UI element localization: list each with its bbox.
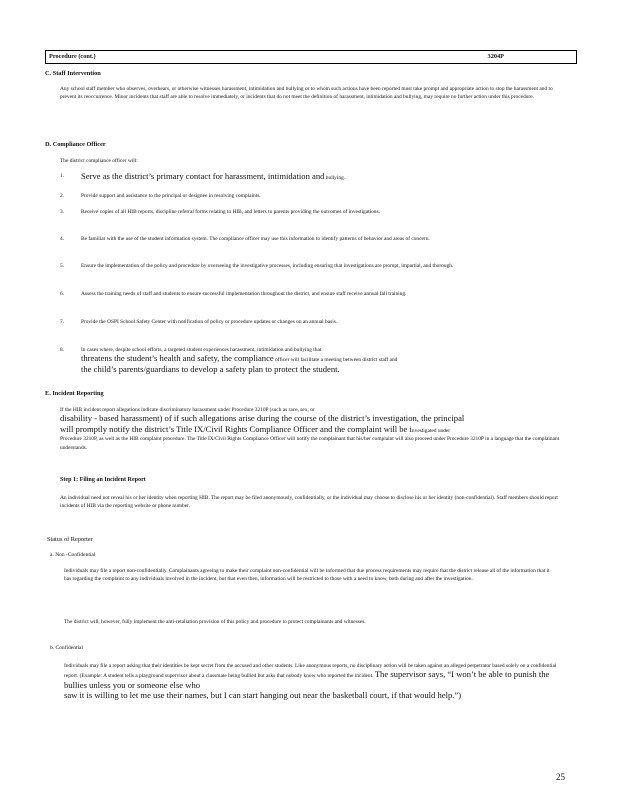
confidential-text: Individuals may file a report asking that their identities be kept secret from the accused and other students. Like anonymous reports, no disciplinary action will be taken against an alleged perpetrator based solely on a confidential report. (Example: A student tells a playground supervisor about a classmate being bullied but asks that nobody know who reported the incident. The supervisor says, “I won’t be able to punish the bullies unless you or someone else who saw it is willing to let me use their names, but I can start hanging out near the basketball court, if that would help.”) <box>64 663 557 700</box>
section-e-paragraph: If the HIB incident report allegations indicate discriminatory harassment under Procedure 3210P (such as race, sex, or disability - based harassment) of if such allegations arise during the course of the district’s investigation, the principal will promptly notify the district’s Title IX/Civil Rights Compliance Officer and the complaint will be investigated under Procedure 3210P, as well as the HIB complaint procedure. The Title IX/Civil Rights Compliance Officer will notify the complainant that his/her complaint will also proceed under Procedure 3210P in a language that the complainant understands. <box>60 407 560 451</box>
confidential-heading: b. Confidential <box>50 645 83 651</box>
procedure-label: Procedure (cont.) <box>49 53 96 60</box>
status-of-reporter-heading: Status of Reporter <box>47 536 93 543</box>
non-confidential-text: Individuals may file a report non-confidentially. Complainants agreeing to make their complaint non-confidential will be informed that due process requirements may require that the district release all of the information that it has regarding the complaint to any individuals involved in the incident, but that even then, information will be restricted to those with a need to know, both during and after the investigation. <box>64 568 550 583</box>
non-confidential-heading: a. Non -Confidential <box>50 552 96 558</box>
non-confidential-text-2: The district will, however, fully implement the anti-retaliation provision of this policy and procedure to protect complainants and witnesses. <box>64 619 366 625</box>
page-number: 25 <box>556 772 565 782</box>
procedure-header <box>45 50 577 64</box>
document-page: Procedure (cont.) 3204P C. Staff Intervention Any school staff member who observes, overhears, or otherwise witnesses harassment, intimidation and bullying or to whom such actions have been reported must take prompt and appropriate action to stop the harassment and to prevent its reoccurrence. Minor incidents that staff are able to resolve immediately, or incidents that do not meet the definition of harassment, intimidation and bullying, may require no further action under this procedure. D. Compliance Officer The district compliance officer will: 1. Serve as the district’s primary contact for harassment, intimidation and bullying. 2. Provide support and assistance to the principal or designee in resolving complaints. 3. Receive copies of all HIB reports, discipline referral forms relating to HIB, and letters to parents providing the outcomes of investigations. 4. Be familiar with the use of the student information system. The compliance officer may use this information to identify patterns of behavior and areas of concern. 5. Ensure the implementation of the policy and procedure by overseeing the investigative processes, including ensuring that investigations are prompt, impartial, and thorough. 6. Assess the training needs of staff and students to ensure successful implementation throughout the district, and ensure staff receive annual fall training. 7. Provide the OSPI School Safety Center with notification of policy or procedure updates or changes on an annual basis. 8. In cases where, despite school efforts, a targeted student experiences harassment, intimidation and bullying that threatens the student’s health and safety, the compliance officer will facilitate a meeting between district staff and the child’s parents/guardians to develop a safety plan to protect the student. E. Incident Reporting If the HIB incident report allegations indicate discriminatory harassment under Procedure 3210P (such as race, sex, or disability - based harassment) of if such allegations arise during the course of the district’s investigation, the principal will promptly notify the district’s Title IX/Civil Rights Compliance Officer and the complaint will be investigated under Procedure 3210P, as well as the HIB complaint procedure. The Title IX/Civil Rights Compliance Officer will notify the complainant that his/her complaint will also proceed under Procedure 3210P in a language that the complainant understands. Step 1: Filing an Incident Report An individual need not reveal his or her identity when reporting HIB. The report may be filed anonymously, confidentially, or the individual may choose to disclose his or her identity (non-confidential). Staff members should report incidents of HIB via the reporting website or phone number. Status of Reporter a. Non -Confidential Individuals may file a report non-confidentially. Complainants agreeing to make their complaint non-confidential will be informed that due process requirements may require that the district release all of the information that it has regarding the complaint to any individuals involved in the incident, but that even then, information will be restricted to those with a need to know, both during and after the investigation. The district will, however, fully implement the anti-retaliation provision of this policy and procedure to protect complainants and witnesses. b. Confidential Individuals may file a report asking that their identities be kept secret from the accused and other students. Like anonymous reports, no disciplinary action will be taken against an alleged perpetrator based solely on a confidential report. (Example: A student tells a playground supervisor about a classmate being bullied but asks that nobody know who reported the incident. The supervisor says, “I won’t be able to punish the bullies unless you or someone else who saw it is willing to let me use their names, but I can start hanging out near the basketball court, if that would help.”) 25 <box>0 0 618 800</box>
section-d-intro: The district compliance officer will: <box>60 158 138 164</box>
section-d-heading: D. Compliance Officer <box>45 141 106 148</box>
step-1-heading: Step 1: Filing an Incident Report <box>60 477 146 483</box>
section-e-heading: E. Incident Reporting <box>45 390 104 397</box>
section-c-text: Any school staff member who observes, overhears, or otherwise witnesses harassment, intimidation and bullying or to whom such actions have been reported must take prompt and appropriate action to stop the harassment and to prevent its reoccurrence. Minor incidents that staff are able to resolve immediately, or incidents that do not meet the definition of harassment, intimidation and bullying, may require no further action under this procedure. <box>60 86 553 101</box>
section-c-heading: C. Staff Intervention <box>45 70 101 77</box>
procedure-number: 3204P <box>487 53 504 60</box>
step-1-text: An individual need not reveal his or her identity when reporting HIB. The report may be filed anonymously, confidentially, or the individual may choose to disclose his or her identity (non-confidential). Staff members should report incidents of HIB via the reporting website or phone number. <box>60 495 558 510</box>
